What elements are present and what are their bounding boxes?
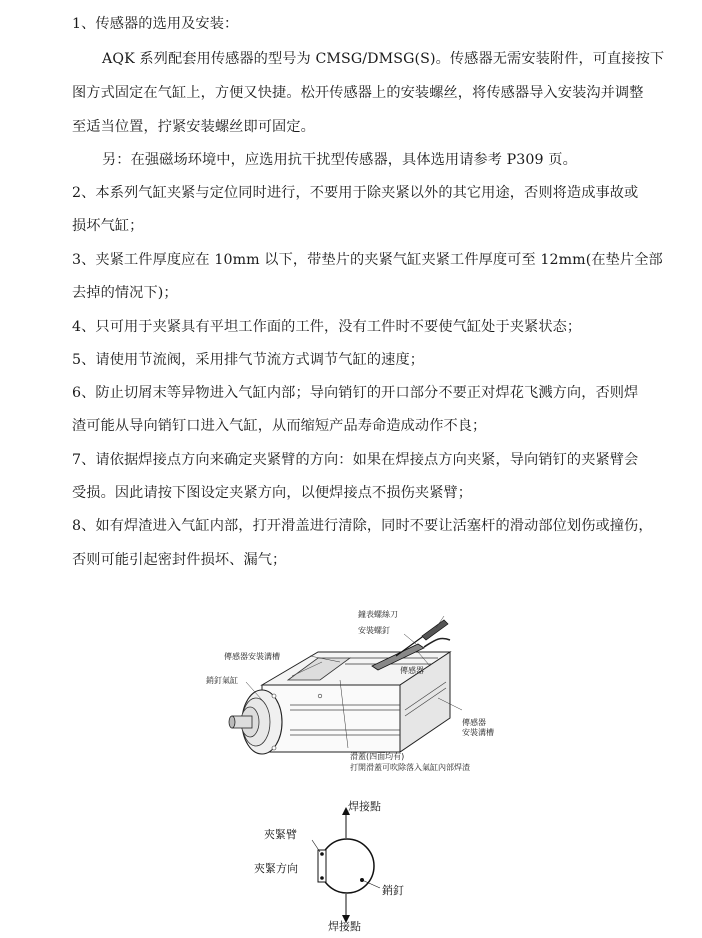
label-weld-top: 焊接點 — [348, 800, 381, 813]
paragraph-line: 图方式固定在气缸上，方便又快捷。松开传感器上的安装螺丝，将传感器导入安装沟并调整 — [72, 85, 644, 101]
label-screwdriver: 鐘表螺絲刀 — [358, 610, 398, 619]
label-weld-bottom: 焊接點 — [328, 920, 361, 933]
paragraph-line: 7、请依据焊接点方向来确定夹紧臂的方向：如果在焊接点方向夹紧，导向销钉的夹紧臂会 — [72, 452, 639, 468]
label-groove-side: 安裝溝槽 — [462, 728, 494, 737]
label-sensor: 傳感器 — [400, 666, 424, 675]
label-slide-cover-note: 打開滑蓋可吹除落入氣缸內部焊渣 — [350, 763, 470, 772]
cylinder-sensor-figure — [200, 610, 520, 785]
label-sensor-side: 傳感器 — [462, 718, 486, 727]
label-sensor-groove-top: 傳感器安裝溝槽 — [224, 652, 280, 661]
label-mount-screw: 安裝螺釘 — [358, 626, 390, 635]
paragraph-line: 去掉的情况下)； — [72, 285, 178, 301]
paragraph-line: 另：在强磁场环境中，应选用抗干扰型传感器，具体选用请参考 P309 页。 — [102, 152, 577, 168]
clamp-direction-figure — [250, 798, 430, 934]
paragraph-line: 渣可能从导向销钉口进入气缸，从而缩短产品寿命造成动作不良； — [72, 418, 487, 434]
paragraph-line: 2、本系列气缸夹紧与定位同时进行，不要用于除夹紧以外的其它用途，否则将造成事故或 — [72, 185, 639, 201]
paragraph-line: 5、请使用节流阀，采用排气节流方式调节气缸的速度； — [72, 352, 425, 368]
paragraph-line: 受损。因此请按下图设定夹紧方向，以便焊接点不损伤夹紧臂； — [72, 485, 473, 501]
label-clamp-arm: 夾緊臂 — [264, 828, 297, 841]
paragraph-line: 4、只可用于夹紧具有平坦工作面的工件，没有工件时不要使气缸处于夹紧状态； — [72, 319, 582, 335]
paragraph-line: 否则可能引起密封件损坏、漏气； — [72, 552, 287, 568]
paragraph-line: AQK 系列配套用传感器的型号为 CMSG/DMSG(S)。传感器无需安装附件，可直接按下 — [102, 51, 665, 67]
heading-1: 1、传感器的选用及安装： — [72, 16, 239, 32]
label-clamp-direction: 夾緊方向 — [254, 862, 298, 875]
label-slide-cover: 滑蓋(四面均有) — [350, 752, 405, 761]
paragraph-line: 8、如有焊渣进入气缸内部，打开滑盖进行清除，同时不要让活塞杆的滑动部位划伤或撞伤， — [72, 518, 653, 534]
paragraph-line: 至适当位置，拧紧安装螺丝即可固定。 — [72, 119, 315, 135]
label-pin-cylinder: 銷釘氣缸 — [206, 676, 238, 685]
paragraph-line: 损坏气缸； — [72, 218, 144, 234]
paragraph-line: 3、夹紧工件厚度应在 10mm 以下，带垫片的夹紧气缸夹紧工件厚度可至 12mm(在垫片全部 — [72, 252, 663, 268]
label-pin: 銷釘 — [382, 884, 404, 897]
paragraph-line: 6、防止切屑末等异物进入气缸内部；导向销钉的开口部分不要正对焊花飞溅方向，否则焊 — [72, 385, 639, 401]
